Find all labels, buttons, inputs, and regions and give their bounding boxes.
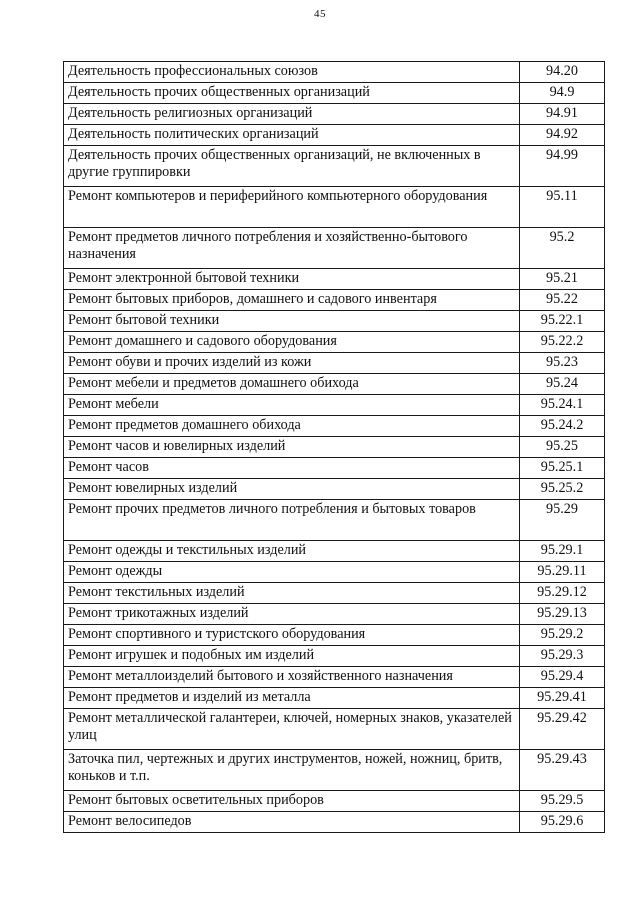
activity-code-cell: 95.29.1 xyxy=(520,541,605,562)
table-row xyxy=(64,125,605,146)
activity-code-cell: 95.24.2 xyxy=(520,416,605,437)
activity-code-cell: 94.99 xyxy=(520,146,605,187)
activity-code-cell: 94.9 xyxy=(520,83,605,104)
table-row xyxy=(64,290,605,311)
activity-code-cell: 95.29.4 xyxy=(520,667,605,688)
activity-code-cell: 95.2 xyxy=(520,228,605,269)
table-row xyxy=(64,311,605,332)
table-row xyxy=(64,500,605,541)
activity-name-cell: Ремонт предметов личного потребления и хозяйственно-бытового назначения xyxy=(64,228,520,269)
activity-name-cell: Ремонт компьютеров и периферийного компьютерного оборудования xyxy=(64,187,520,228)
table-row xyxy=(64,62,605,83)
activity-code-cell: 95.29.6 xyxy=(520,812,605,833)
table-row xyxy=(64,395,605,416)
activity-name-cell: Ремонт металлической галантереи, ключей, номерных знаков, указателей улиц xyxy=(64,709,520,750)
activity-name-cell: Ремонт обуви и прочих изделий из кожи xyxy=(64,353,520,374)
activity-name-cell: Ремонт бытовых приборов, домашнего и садового инвентаря xyxy=(64,290,520,311)
activity-code-cell: 95.25 xyxy=(520,437,605,458)
table-row xyxy=(64,667,605,688)
activity-name-cell: Деятельность прочих общественных организаций, не включенных в другие группировки xyxy=(64,146,520,187)
activity-name-cell: Ремонт мебели и предметов домашнего обихода xyxy=(64,374,520,395)
table-row xyxy=(64,83,605,104)
activity-name-cell: Ремонт ювелирных изделий xyxy=(64,479,520,500)
activity-code-cell: 95.29.12 xyxy=(520,583,605,604)
activity-code-cell: 94.91 xyxy=(520,104,605,125)
table-row xyxy=(64,374,605,395)
activity-code-cell: 95.29.11 xyxy=(520,562,605,583)
activity-code-cell: 95.22 xyxy=(520,290,605,311)
activity-code-cell: 94.92 xyxy=(520,125,605,146)
table-row xyxy=(64,709,605,750)
activity-code-cell: 95.22.1 xyxy=(520,311,605,332)
activity-name-cell: Ремонт велосипедов xyxy=(64,812,520,833)
activity-code-cell: 95.29.13 xyxy=(520,604,605,625)
activity-name-cell: Ремонт спортивного и туристского оборудования xyxy=(64,625,520,646)
table-row xyxy=(64,332,605,353)
activity-code-cell: 95.24.1 xyxy=(520,395,605,416)
table-row xyxy=(64,604,605,625)
activity-name-cell: Ремонт мебели xyxy=(64,395,520,416)
table-row xyxy=(64,750,605,791)
activity-code-cell: 95.29.43 xyxy=(520,750,605,791)
table-row xyxy=(64,146,605,187)
table-row xyxy=(64,187,605,228)
activity-name-cell: Заточка пил, чертежных и других инструментов, ножей, ножниц, бритв, коньков и т.п. xyxy=(64,750,520,791)
table-row xyxy=(64,541,605,562)
activity-code-cell: 95.23 xyxy=(520,353,605,374)
table-row xyxy=(64,583,605,604)
table-row xyxy=(64,458,605,479)
activity-code-cell: 95.29.42 xyxy=(520,709,605,750)
table-row xyxy=(64,479,605,500)
activity-code-cell: 95.22.2 xyxy=(520,332,605,353)
activity-name-cell: Деятельность политических организаций xyxy=(64,125,520,146)
activity-code-cell: 95.29 xyxy=(520,500,605,541)
table-row xyxy=(64,104,605,125)
table-row xyxy=(64,812,605,833)
activity-name-cell: Ремонт предметов домашнего обихода xyxy=(64,416,520,437)
activity-code-cell: 95.24 xyxy=(520,374,605,395)
activity-name-cell: Ремонт домашнего и садового оборудования xyxy=(64,332,520,353)
activity-code-cell: 94.20 xyxy=(520,62,605,83)
activity-name-cell: Ремонт бытовых осветительных приборов xyxy=(64,791,520,812)
activity-code-cell: 95.29.3 xyxy=(520,646,605,667)
activity-codes-table xyxy=(63,61,605,833)
table-row xyxy=(64,437,605,458)
page-number: 45 xyxy=(314,8,326,20)
activity-name-cell: Ремонт игрушек и подобных им изделий xyxy=(64,646,520,667)
table-row xyxy=(64,688,605,709)
activity-name-cell: Ремонт одежды и текстильных изделий xyxy=(64,541,520,562)
activity-name-cell: Ремонт текстильных изделий xyxy=(64,583,520,604)
activity-name-cell: Деятельность религиозных организаций xyxy=(64,104,520,125)
activity-name-cell: Деятельность прочих общественных организаций xyxy=(64,83,520,104)
table-row xyxy=(64,353,605,374)
activity-code-cell: 95.29.41 xyxy=(520,688,605,709)
table-row xyxy=(64,791,605,812)
activity-code-cell: 95.11 xyxy=(520,187,605,228)
activity-name-cell: Ремонт электронной бытовой техники xyxy=(64,269,520,290)
activity-code-cell: 95.21 xyxy=(520,269,605,290)
table-row xyxy=(64,562,605,583)
activity-name-cell: Деятельность профессиональных союзов xyxy=(64,62,520,83)
activity-name-cell: Ремонт часов xyxy=(64,458,520,479)
activity-name-cell: Ремонт бытовой техники xyxy=(64,311,520,332)
activity-codes-table-body xyxy=(64,62,605,833)
table-row xyxy=(64,269,605,290)
activity-name-cell: Ремонт трикотажных изделий xyxy=(64,604,520,625)
table-row xyxy=(64,228,605,269)
activity-name-cell: Ремонт часов и ювелирных изделий xyxy=(64,437,520,458)
activity-code-cell: 95.29.2 xyxy=(520,625,605,646)
activity-code-cell: 95.29.5 xyxy=(520,791,605,812)
activity-name-cell: Ремонт металлоизделий бытового и хозяйственного назначения xyxy=(64,667,520,688)
activity-name-cell: Ремонт одежды xyxy=(64,562,520,583)
table-row xyxy=(64,646,605,667)
activity-name-cell: Ремонт предметов и изделий из металла xyxy=(64,688,520,709)
activity-code-cell: 95.25.1 xyxy=(520,458,605,479)
activity-name-cell: Ремонт прочих предметов личного потребления и бытовых товаров xyxy=(64,500,520,541)
table-row xyxy=(64,416,605,437)
table-row xyxy=(64,625,605,646)
activity-code-cell: 95.25.2 xyxy=(520,479,605,500)
